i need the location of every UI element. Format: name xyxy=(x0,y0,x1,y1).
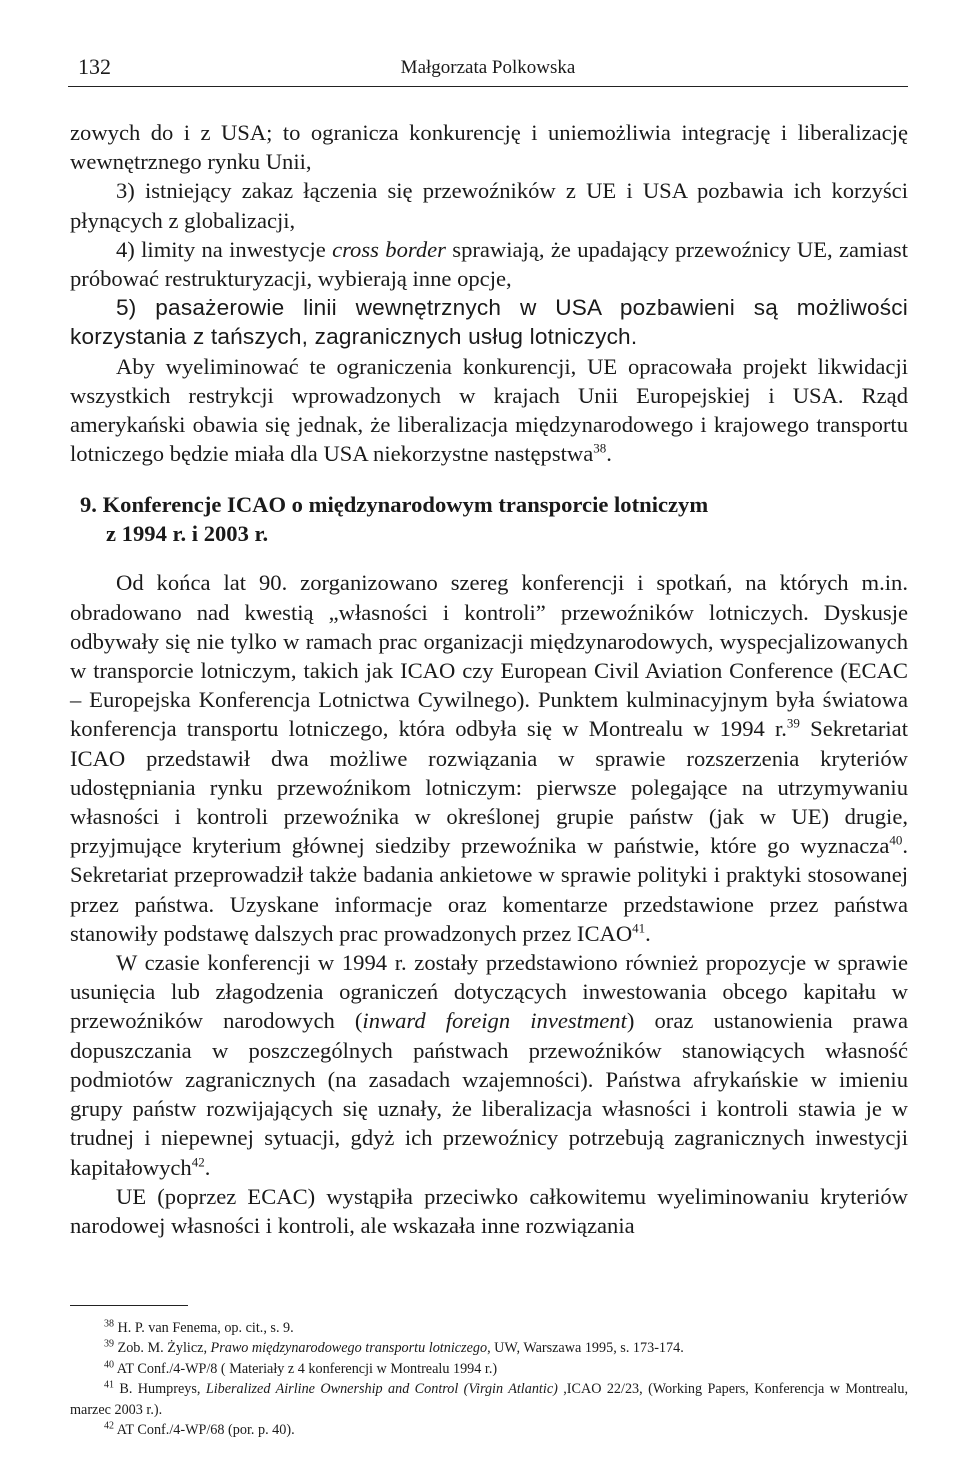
paragraph-5: UE (poprzez ECAC) wystąpiła przeciwko całkowitemu wyeliminowaniu kryteriów narodowej własności i kontroli, ale wskazała inne rozwiązania xyxy=(70,1183,908,1238)
list-item-4: 4) limity na inwestycje cross border sprawiają, że upadający przewoźnicy UE, zamiast próbować restrukturyzacji, wybierają inne opcje, xyxy=(70,236,908,292)
footnote-ref-38: 38 xyxy=(593,440,607,456)
list-item-5: 5) pasażerowie linii wewnętrznych w USA pozbawieni są możliwości korzystania z tańszych, zagranicznych usług lotniczych. xyxy=(70,295,908,350)
page-number: 132 xyxy=(78,54,111,79)
footnote-42: $^{42}$ AT Conf./4-WP/68 (por. p. 40). xyxy=(104,1420,295,1439)
footnote-41: $^{41}$ B. Humpreys, Liberalized Airline Ownership and Control (Virgin Atlantic) ,ICAO 22/23, (Working Papers, Konferencja w Montrealu, marzec 2003 r.). xyxy=(70,1379,908,1418)
paragraph-2: Aby wyeliminować te ograniczenia konkurencji, UE opracowała projekt likwidacji wszystkich restrykcji wprowadzonych w krajach Unii Europejskiej i USA. Rząd amerykański obawia się jednak, że liberalizacja międzynarodowego i krajowego transportu lotniczego będzie miała dla USA niekorzystne następstwa$^{38}$. xyxy=(70,353,908,467)
paragraph-3: Od końca lat 90. zorganizowano szereg konferencji i spotkań, na których m.in. obradowano nad kwestią „własności i kontroli” przewoźników lotniczych. Dyskusje odbywały się nie tylko w ramach prac organizacji międzynarodowych, wyspecjalizowanych w transporcie lotniczym, takich jak ICAO czy European Civil Aviation Conference (ECAC – Europejska Konferencja Lotnictwa Cywilnego). Punktem kulminacyjnym była światowa konferencja transportu lotniczego, która odbyła się w Montrealu w 1994 r.$^{39}$ Sekretariat ICAO przedstawił dwa możliwe rozwiązania w sprawie rozszerzenia kryteriów udostępniania rynku przewoźnikom lotniczym: pierwsze polegające na utrzymywaniu własności i kontroli przewoźnika w określonej grupie państw (jak w UE) drugie, przyjmujące kryterium głównej siedziby przewoźnika w państwie, które go wyznacza$^{40}$. Sekretariat przeprowadził także badania ankietowe w sprawie polityki i praktyki stosowanej przez państwa. Uzyskane informacje oraz komentarze przedstawione przez państwa stanowiły podstawę dalszych prac prowadzonych przez ICAO$^{41}$. xyxy=(70,570,908,946)
section-heading-line-2: z 1994 r. i 2003 r. xyxy=(106,521,269,547)
footnote-39: $^{39}$ Zob. M. Żylicz, Prawo międzynarodowego transportu lotniczego, UW, Warszawa 1995, s. 173-174. xyxy=(104,1338,684,1357)
footnote-ref-39: 39 xyxy=(786,715,800,731)
footnote-38: $^{38}$ H. P. van Fenema, op. cit., s. 9. xyxy=(104,1318,294,1336)
section-heading-line-1: 9. Konferencje ICAO o międzynarodowym transporcie lotniczym xyxy=(80,492,709,518)
footnote-ref-42: 42 xyxy=(191,1153,205,1169)
footnotes xyxy=(70,1318,908,1440)
italic-term: cross border xyxy=(332,236,446,262)
main-text xyxy=(70,118,908,1240)
footnote-ref-41: 41 xyxy=(632,920,646,936)
paragraph-4: W czasie konferencji w 1994 r. zostały przedstawiono również propozycje w sprawie usunięcia lub złagodzenia ograniczeń dotyczących inwestowania obcego kapitału w przewoźników narodowych (inward foreign investment) oraz ustanowienia prawa dopuszczania w poszczególnych państwach przewoźników stanowiących własność podmiotów zagranicznych (na zasadach wzajemności). Państwa afrykańskie w imieniu grupy państw rozwijających się uznały, że liberalizacja własności i kontroli stawia je w trudnej i niepewnej sytuacji, gdyż ich przewoźnicy potrzebują zagranicznych inwestycji kapitałowych$^{42}$. xyxy=(70,950,908,1180)
paragraph-1: zowych do i z USA; to ogranicza konkurencję i uniemożliwia integrację i liberalizację wewnętrznego rynku Unii, xyxy=(70,120,908,175)
footnote-40: $^{40}$ AT Conf./4-WP/8 ( Materiały z 4 konferencji w Montrealu 1994 r.) xyxy=(104,1359,498,1377)
italic-term: inward foreign investment xyxy=(362,1008,627,1034)
running-header xyxy=(68,52,908,87)
running-author: Małgorzata Polkowska xyxy=(400,57,576,78)
section-heading xyxy=(80,490,908,548)
footnote-divider xyxy=(70,1305,188,1306)
footnote-ref-40: 40 xyxy=(889,832,903,848)
list-item-3: 3) istniejący zakaz łączenia się przewoźników z UE i USA pozbawia ich korzyści płynących z globalizacji, xyxy=(70,178,908,233)
